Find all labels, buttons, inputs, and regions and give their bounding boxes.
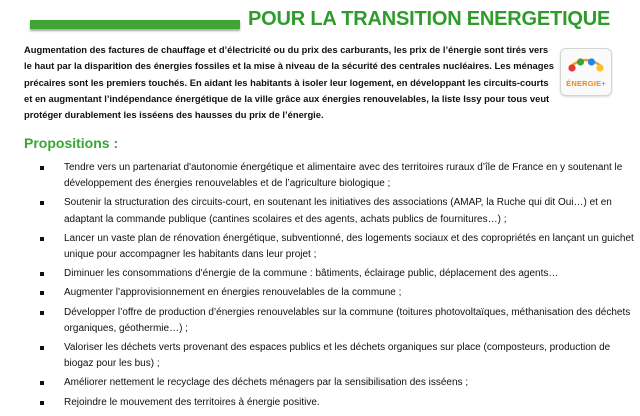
bullet-icon — [40, 237, 44, 241]
bullet-icon — [40, 401, 44, 405]
list-item-text: Améliorer nettement le recyclage des déchets ménagers par la sensibilisation des isséens ; — [64, 377, 469, 389]
list-item-text: Valoriser les déchets verts provenant des espaces publics et les déchets organiques sur place (composteurs, production de biogaz pour les bus) ; — [64, 342, 611, 370]
list-item-text: Augmenter l’approvisionnement en énergies renouvelables de la commune ; — [64, 287, 402, 299]
list-item-text: Tendre vers un partenariat d'autonomie énergétique et alimentaire avec des territoires ruraux d’île de France en y soutenant le développement des énergies renouvelables et de l’agriculture biologique ; — [64, 162, 623, 190]
bullet-icon — [40, 272, 44, 276]
bullet-icon — [40, 201, 44, 205]
list-item — [36, 340, 640, 372]
bullet-icon — [40, 346, 44, 350]
logo-label: ÉNERGIE+ — [566, 79, 606, 88]
energy-plus-logo — [560, 48, 612, 96]
list-item — [36, 195, 640, 227]
list-item-text: Diminuer les consommations d'énergie de la commune : bâtiments, éclairage public, déplacement des agents… — [64, 268, 559, 280]
bullet-icon — [40, 311, 44, 315]
list-item — [36, 395, 640, 411]
list-item-text: Rejoindre le mouvement des territoires à énergie positive. — [64, 396, 320, 408]
list-item — [36, 160, 640, 192]
bullet-icon — [40, 381, 44, 385]
list-item-text: Développer l’offre de production d’énergies renouvelables sur la commune (toitures photovoltaïques, méthanisation des déchets organiques, géothermie…) ; — [64, 306, 631, 334]
list-item — [36, 285, 640, 301]
energy-icon — [561, 49, 611, 79]
bullet-icon — [40, 166, 44, 170]
list-item — [36, 375, 640, 391]
intro-paragraph: Augmentation des factures de chauffage et d’électricité ou du prix des carburants, les prix de l’énergie sont tirés vers le haut par la disparition des énergies fossiles et la mise à niveau de la sécurité des centrales nucléaires. Les ménages précaires sont les premiers touchés. En aidant les habitants à isoler leur logement, en développant les circuits-courts et en augmentant l’indépendance énergétique de la ville grâce aux énergies renouvelables, la liste Issy pour tous veut protéger durablement les isséens des hausses du prix de l’énergie. — [24, 44, 554, 121]
list-item — [36, 231, 640, 263]
propositions-list — [36, 160, 640, 414]
header-accent-bar — [30, 20, 240, 29]
list-item — [36, 305, 640, 337]
list-item — [36, 266, 640, 282]
bullet-icon — [40, 291, 44, 295]
list-item-text: Lancer un vaste plan de rénovation énergétique, subventionné, des logements sociaux et des copropriétés en lançant un guichet unique pour accompagner les habitants dans leur projet ; — [64, 232, 634, 261]
page-title: POUR LA TRANSITION ENERGETIQUE — [248, 8, 611, 30]
propositions-heading: Propositions : — [24, 135, 119, 151]
list-item-text: Soutenir la structuration des circuits-court, en soutenant les initiatives des associations (AMAP, la Ruche qui dit Oui…) et en adaptant la commande publique (cantines scolaires et des agents, achats publics de fournitures…) ; — [64, 197, 612, 225]
